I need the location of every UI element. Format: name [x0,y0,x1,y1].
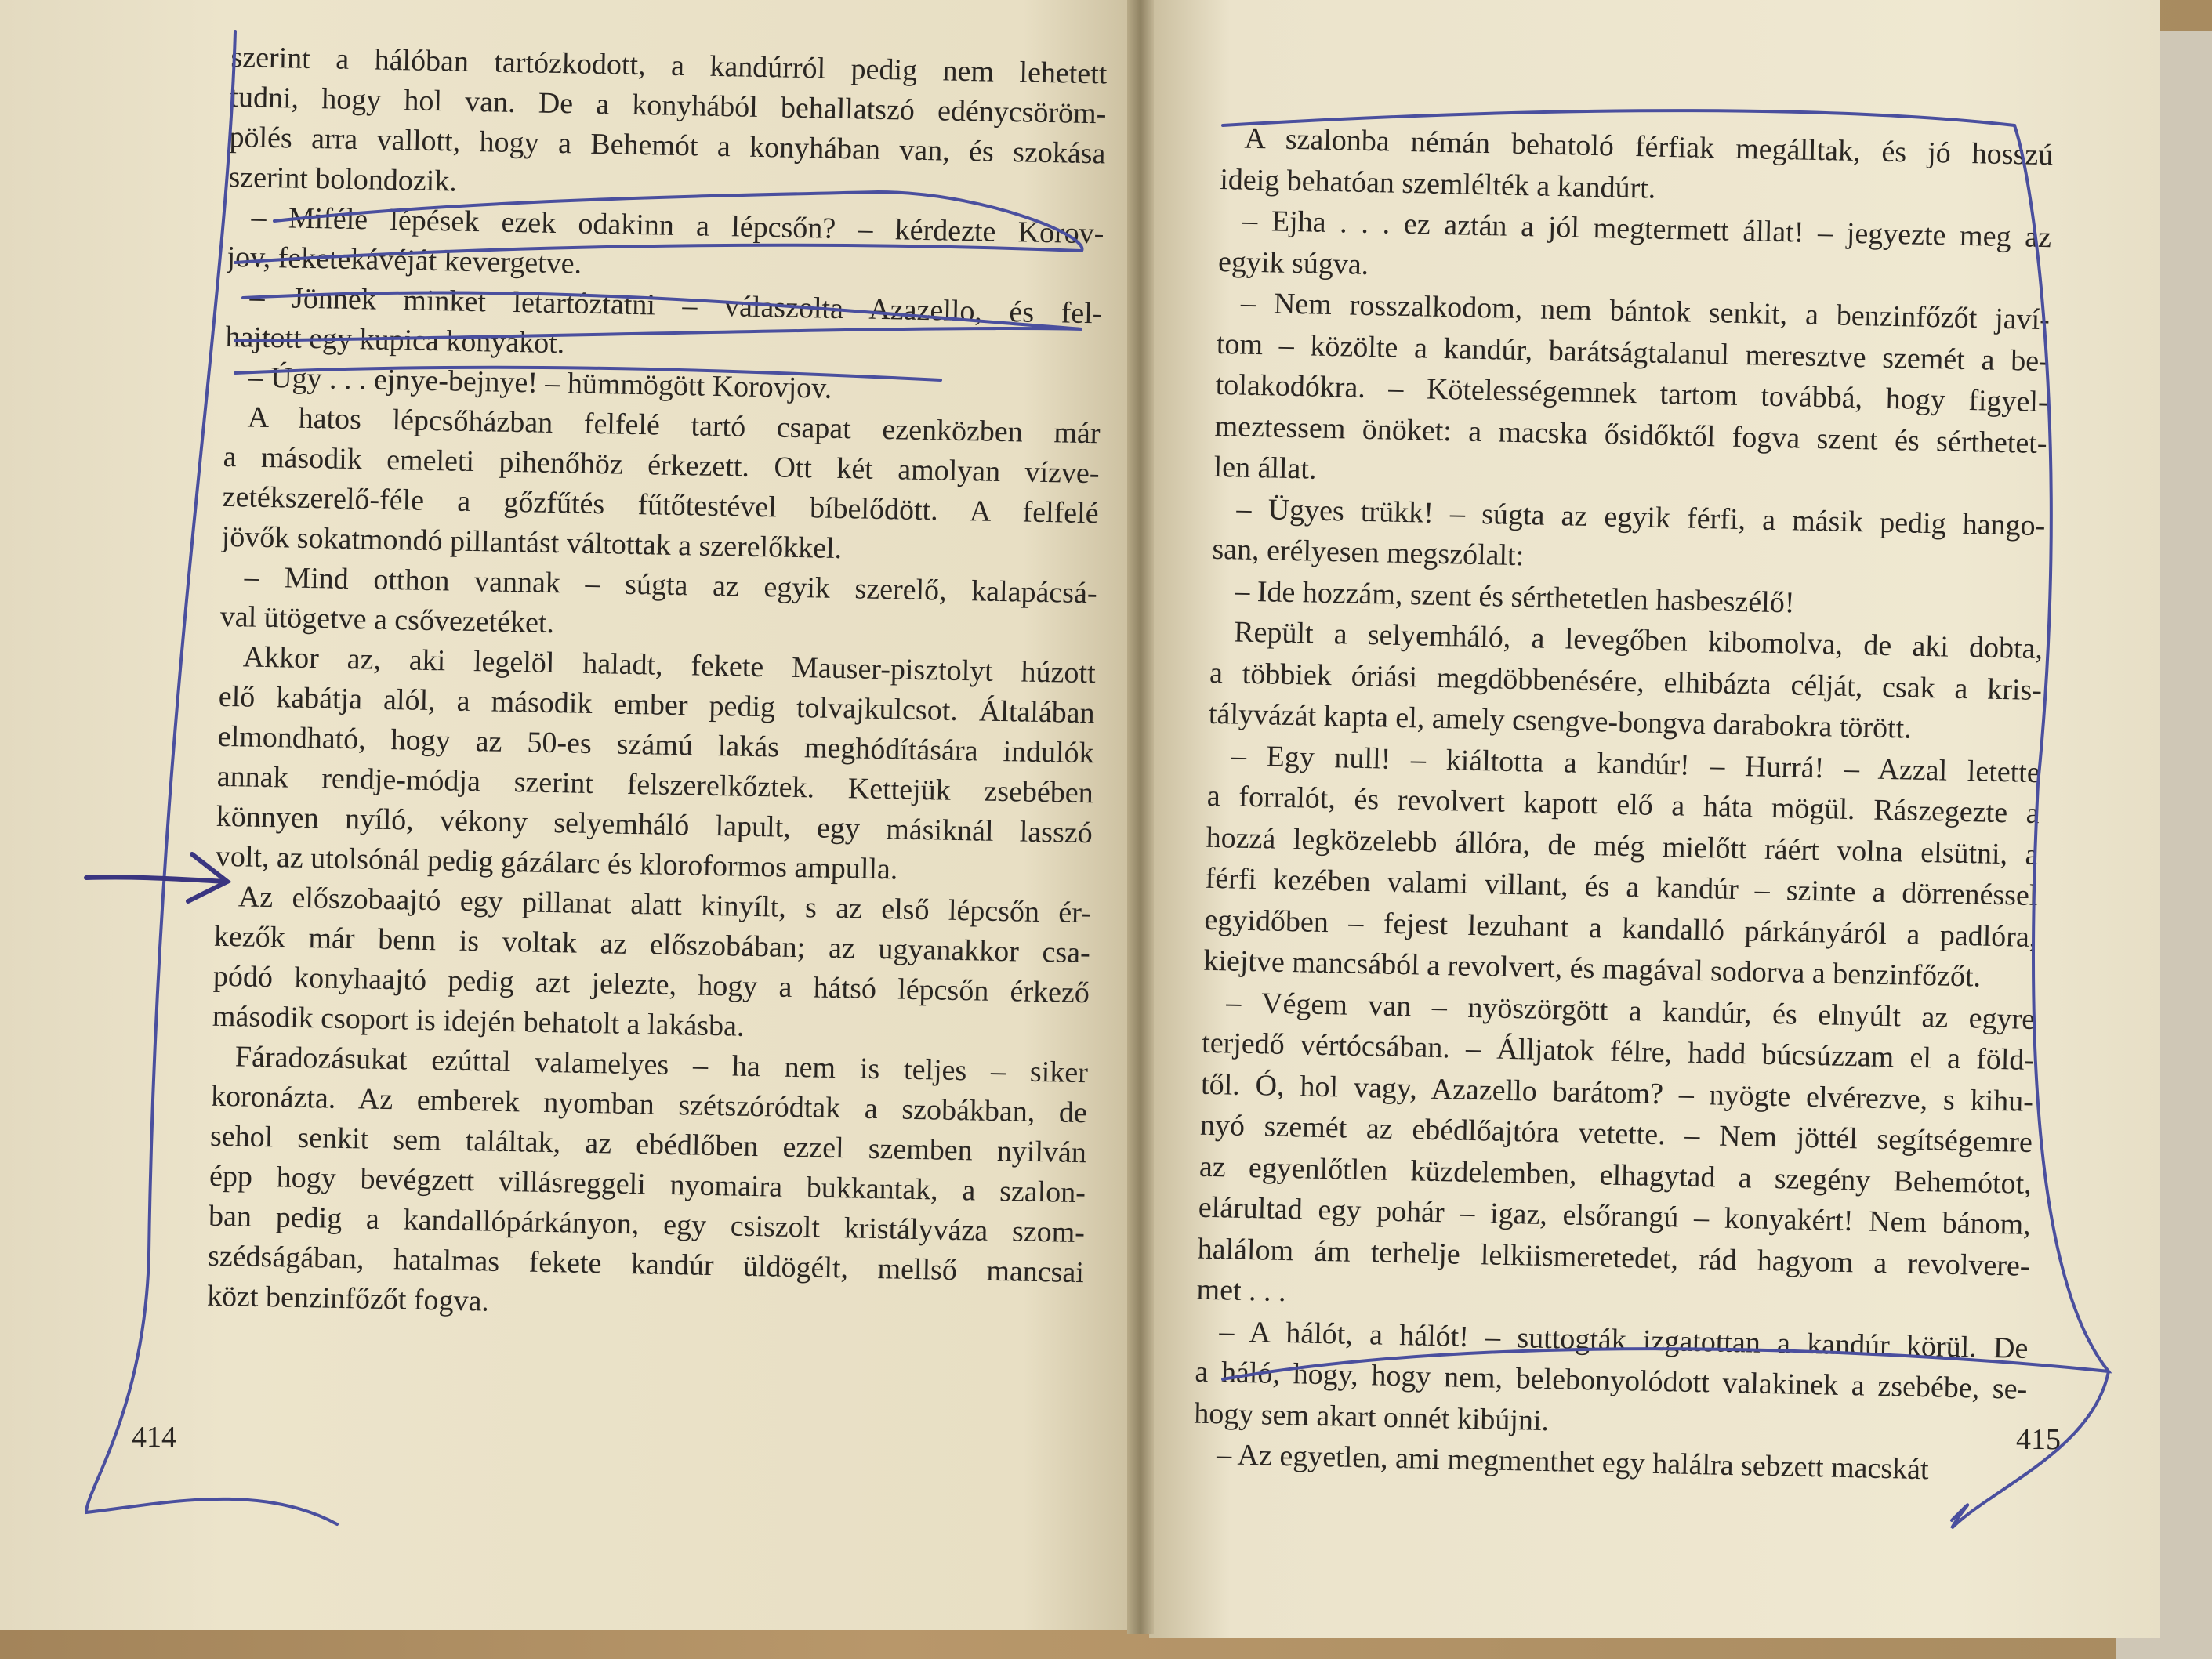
text-line: Fáradozásukat ezúttal valamelyes – ha nem is teljes – siker [234,1040,1089,1090]
text-line: – Nem rosszalkodom, nem bántok senkit, a benzinfőzőt javí- [1240,286,2051,337]
text-line: Akkor az, aki legelöl haladt, fekete Mauser-pisztolyt húzott [242,640,1097,690]
text-line: val ütögetve a csővezetéket. [219,599,555,640]
text-line: tályvázát kapta el, amely csengve-bongva darabokra törött. [1208,697,1913,745]
text-line: elmondható, hogy az 50-es számú lakás meghódítására indulók [217,719,1095,770]
text-line: az egyenlőtlen küzdelemben, elhagytad a szegény Behemótot, [1198,1150,2033,1201]
text-line: nyó szemét az ebédlőajtóra vetette. – Nem jöttél segítségemre [1199,1108,2033,1159]
text-line: elő kabátja alól, a második ember pedig tolvajkulcsot. Általában [218,679,1096,730]
text-line: meztessem önöket: a macska ősidőktől fogva szent és sérthetet- [1214,409,2047,460]
text-line: jövők sokatmondó pillantást váltottak a szerelőkkel. [221,520,843,566]
text-line: ban pedig a kandallópárkányon, egy csiszolt kristályváza szom- [208,1199,1086,1250]
text-line: elárultad egy pohár – igaz, elsőrangú – konyakért! Nem bánom, [1198,1190,2032,1241]
text-line: tudni, hogy hol van. De a konyhából behallatszó edénycsöröm- [230,80,1107,131]
left-page-text [207,38,1108,1333]
text-line: a háló, hogy, hogy nem, belebonyolódott valakinek a zsebébe, se- [1195,1355,2028,1406]
text-line: pölés arra vallott, hogy a Behemót a konyhában van, és szokása [229,120,1106,171]
page-number-right: 415 [2016,1423,2061,1456]
text-line: kezők már benn is voltak az előszobában; az ugyanakkor csa- [213,919,1091,970]
text-line: a forralót, és revolvert kapott elő a háta mögül. Rászegezte a [1206,779,2040,831]
text-line: A szalonba némán behatoló férfiak megálltak, és jó hosszú [1244,121,2054,172]
text-line: pódó konyhaajtó pedig azt jelezte, hogy a hátsó lépcsőn érkező [212,959,1090,1010]
text-line: – Jönnek minket letartóztatni – válaszolta Azazello, és fel- [249,281,1103,331]
text-line: – Egy null! – kiáltotta a kandúr! – Hurrá! – Azzal letette [1231,738,2041,789]
text-line: második csoport is idején behatolt a lakásba. [212,999,745,1043]
text-line: tolakodókra. – Kötelességemnek tartom továbbá, hogy figyel- [1215,368,2049,419]
text-line: len állat. [1213,450,1317,486]
text-line: szédságában, hatalmas fekete kandúr üldögélt, mellső mancsai [207,1239,1085,1290]
text-line: – Miféle lépések ezek odakinn a lépcsőn? – kérdezte Korov- [251,201,1104,251]
text-line: től. Ó, hol vagy, Azazello barátom? – nyögte elvérezve, s kihu- [1200,1067,2034,1118]
text-line: Az előszobaajtó egy pillanat alatt kinyílt, s az első lépcsőn ér- [238,880,1092,930]
text-line: – A hálót, a hálót! – suttogták izgatottan a kandúr körül. De [1219,1314,2029,1365]
book-gutter [1127,0,1154,1634]
text-line: annak rendje-módja szerint felszerelkőztek. Kettejük zsebében [216,759,1094,810]
text-line: san, erélyesen megszólalt: [1212,532,1525,573]
text-line: egyidőben – fejest lezuhant a kandalló párkányáról a padlóra, [1204,903,2037,954]
text-line: volt, az utolsónál pedig gázálarc és kloroformos ampulla. [215,839,898,886]
page-number-left: 414 [132,1421,176,1454]
text-line: koronázta. Az emberek nyomban szétszóródtak a szobákban, de [210,1079,1088,1130]
text-line: zetékszerelő-féle a gőzfűtés fűtőtestével bíbelődött. A felfelé [222,480,1099,531]
text-line: – Ejha . . . ez aztán a jól megtermett állat! – jegyezte meg az [1242,204,2052,255]
text-line: épp hogy bevégzett villásreggeli nyomaira bukkantak, a szalon- [209,1159,1086,1210]
text-line: tom – közölte a kandúr, barátságtalanul meresztve szemét a be- [1216,327,2050,378]
text-line: szerint a hálóban tartózkodott, a kandúrról pedig nem lehetett [230,40,1108,91]
text-line: met . . . [1196,1273,1287,1309]
text-line: halálom ám terhelje lelkiismeretedet, rád hagyom a revolvere- [1197,1232,2030,1283]
text-line: a többiek óriási megdöbbenésére, elhibázta célját, csak a kris- [1209,656,2043,707]
text-line: ideig behatóan szemlélték a kandúrt. [1219,162,1656,205]
text-line: könnyen nyíló, vékony selyemháló lapult, egy másiknál lasszó [216,799,1093,850]
text-line: Repült a selyemháló, a levegőben kibomolva, de aki dobta, [1233,615,2043,666]
text-line: a második emeleti pihenőhöz érkezett. Ott két amolyan vízve- [223,440,1100,491]
text-line: – Mind otthon vannak – súgta az egyik szerelő, kalapácsá- [244,560,1097,610]
text-line: hajtott egy kupica konyakot. [225,320,565,360]
text-line: sehol senkit sem találtak, az ebédlőben ezzel szemben nyilván [209,1119,1087,1170]
text-line: hogy sem akart onnét kibújni. [1193,1396,1550,1437]
text-line: jov, feketekávéját kevergetve. [227,240,582,281]
text-line: terjedő vértócsában. – Álljatok félre, hadd búcsúzzam el a föld- [1201,1026,2035,1077]
text-line: – Az egyetlen, ami megmenthet egy halálra sebzett macskát [1216,1438,1929,1487]
text-line: – Végem van – nyöszörgött a kandúr, és elnyúlt az egyre [1225,985,2036,1036]
text-line: kiejtve mancsából a revolvert, és magával sodorva a benzinfőzőt. [1203,944,1982,994]
text-line: – Úgy . . . ejnye-bejnye! – hümmögött Korovjov. [248,360,832,405]
right-page-text [1193,118,2054,1492]
text-line: férfi kezében valami villant, és a kandúr – szinte a dörrenéssel [1205,861,2038,913]
text-line: – Ide hozzám, szent és sérthetetlen hasbeszélő! [1234,574,1795,619]
text-line: szerint bolondozik. [228,160,458,198]
text-line: A hatos lépcsőházban felfelé tartó csapat ezenközben már [247,400,1101,451]
text-line: egyik súgva. [1217,245,1369,281]
text-line: – Ügyes trükk! – súgta az egyik férfi, a másik pedig hango- [1236,492,2046,542]
text-line: közt benzinfőzőt fogva. [206,1279,490,1318]
text-line: hozzá legközelebb állóra, de még mielőtt ráért volna elsütni, a [1206,820,2039,871]
